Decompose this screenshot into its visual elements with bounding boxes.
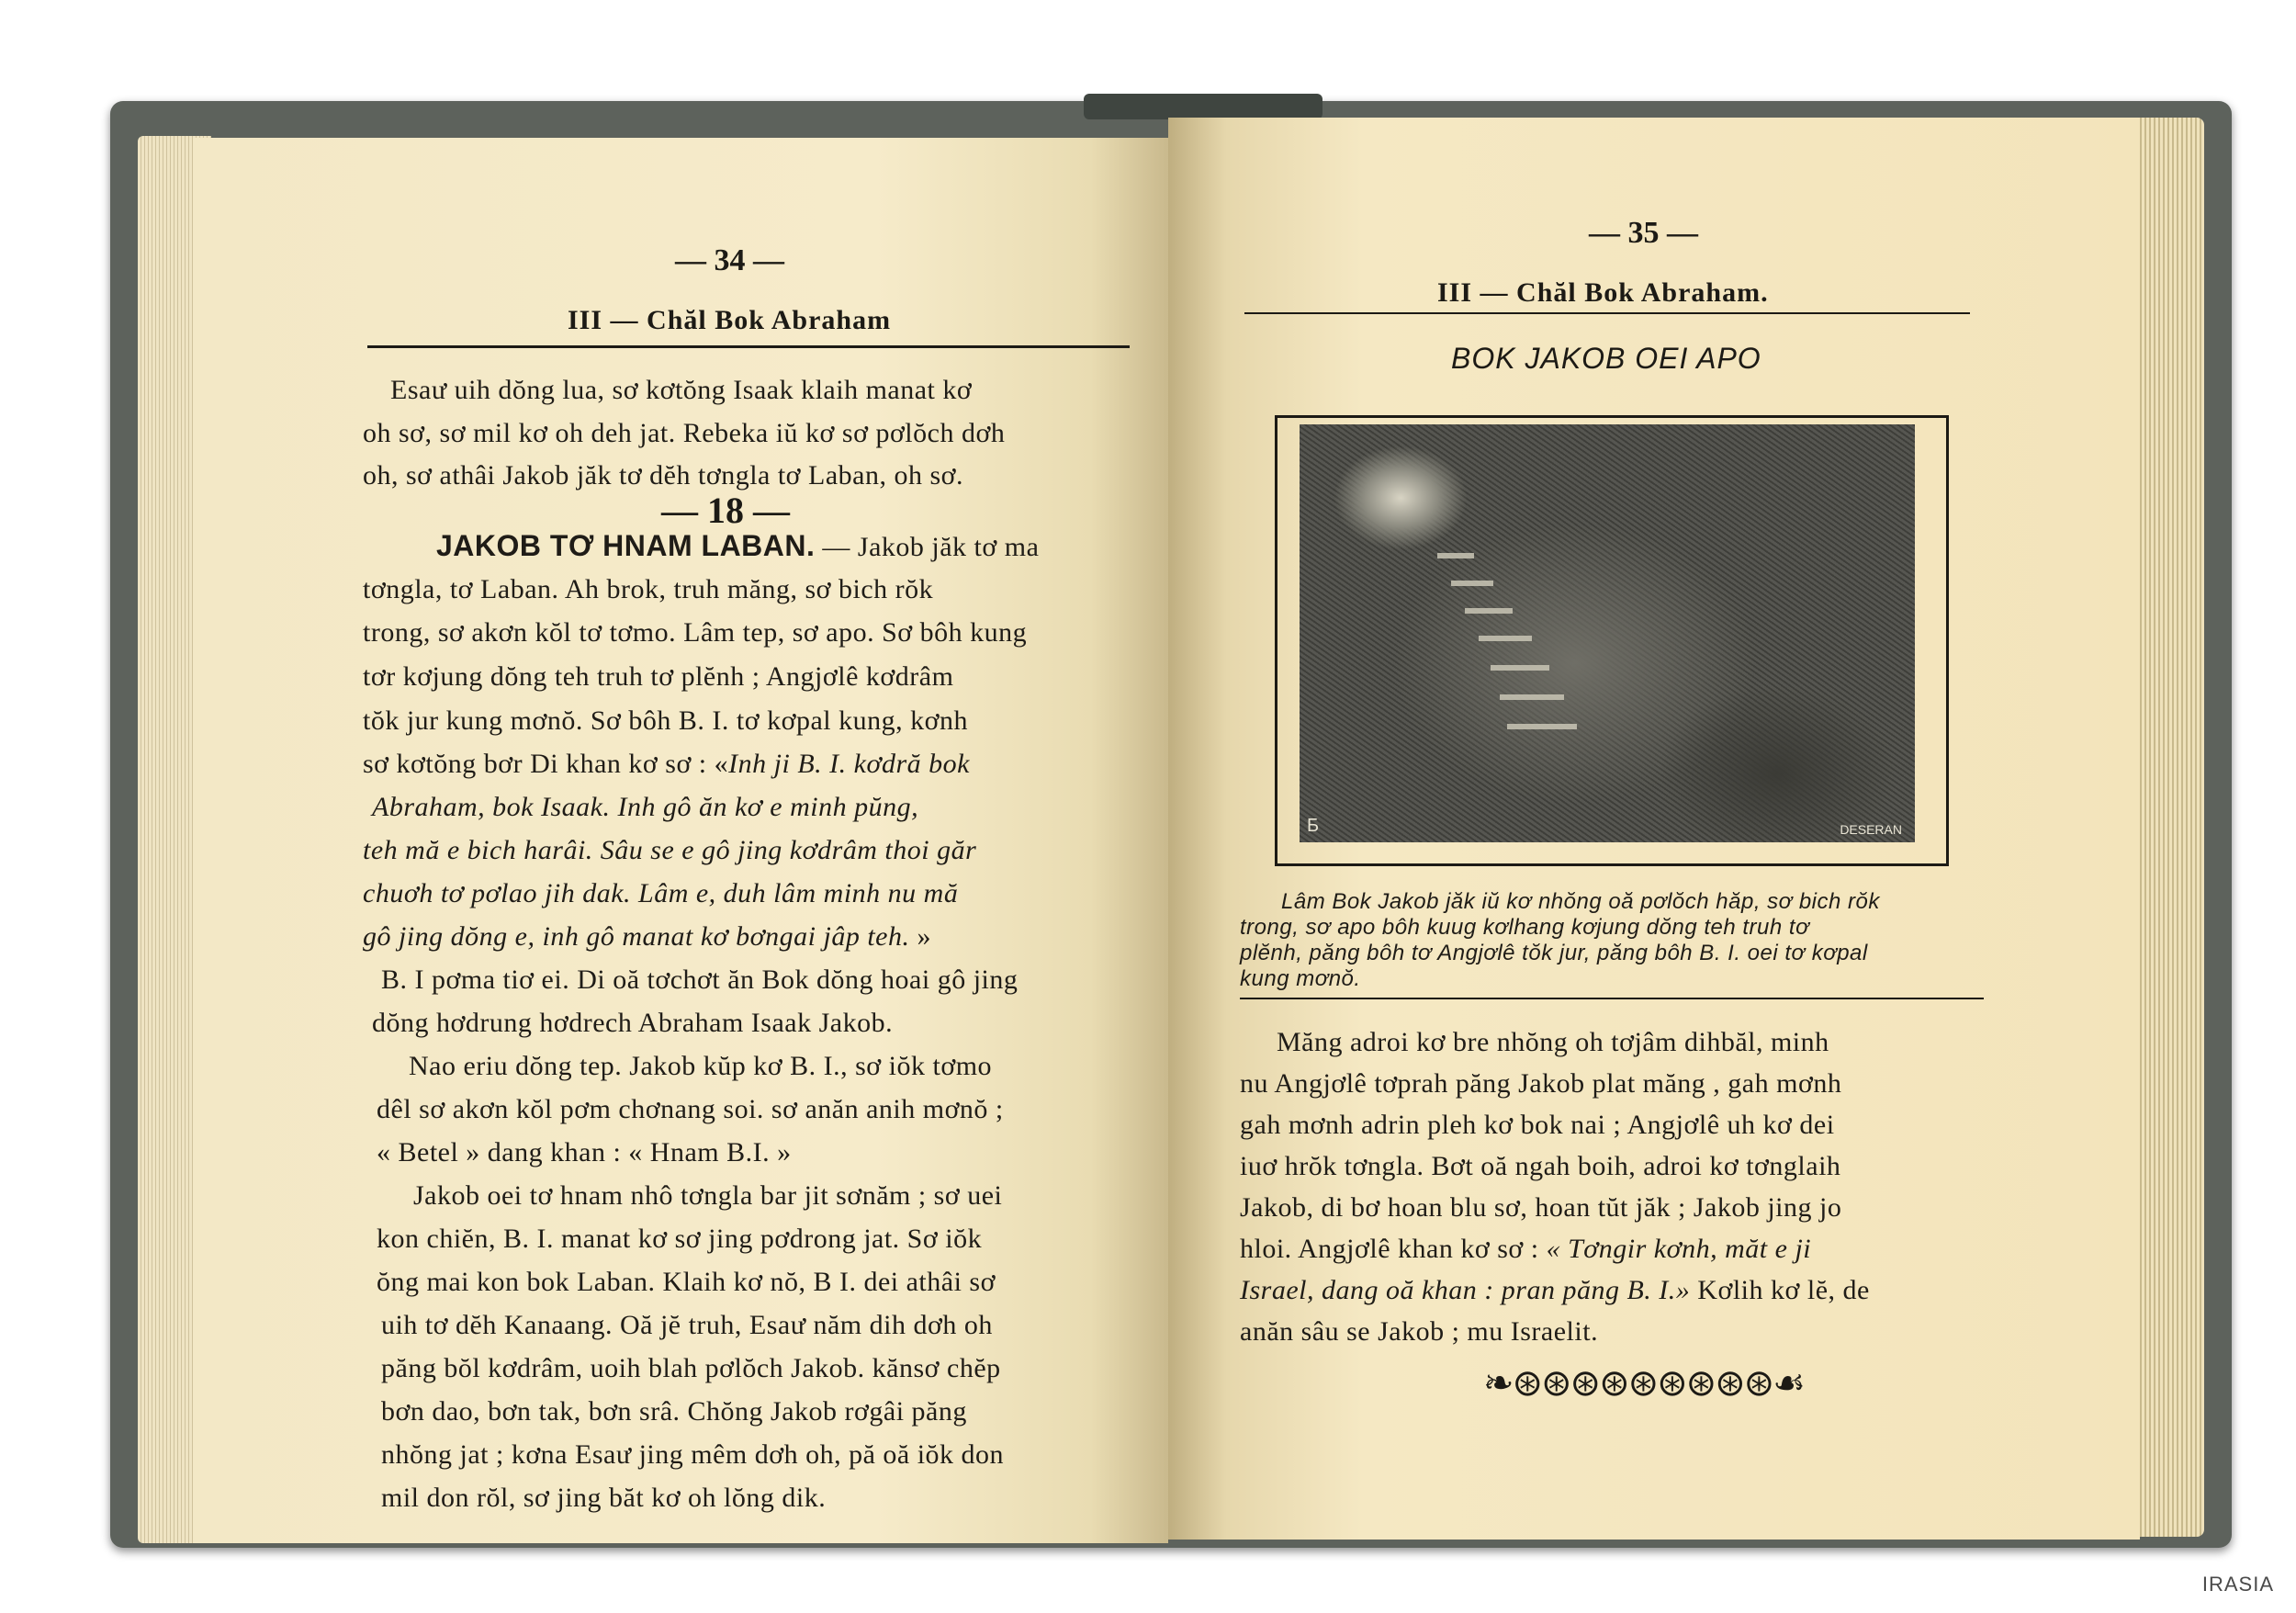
- right-body-2: nu Angjơlê tơprah păng Jakob plat măng , gah mơnh: [1240, 1068, 1842, 1099]
- left-after-9: uih tơ dĕh Kanaang. Oă jĕ truh, Esaư năm dih dơh oh: [381, 1310, 993, 1340]
- right-body-6-text: hloi. Angjơlê khan kơ sơ :: [1240, 1234, 1539, 1264]
- ornament-divider: ❧⊛⊛⊛⊛⊛⊛⊛⊛⊛☙: [1483, 1362, 1805, 1404]
- right-head-rule-top: [1244, 312, 1970, 314]
- left-after-11: bơn dao, bơn tak, bơn srâ. Chŏng Jakob rơgâi păng: [381, 1396, 967, 1427]
- left-line-2: oh sơ, sơ mil kơ oh deh jat. Rebeka iŭ kơ sơ pơlŏch dơh: [363, 418, 1006, 448]
- left-after-3: Nao eriu dŏng tep. Jakob kŭp kơ B. I., sơ iŏk tơmo: [409, 1051, 993, 1081]
- right-page-number: — 35 —: [1589, 216, 1698, 250]
- left-body-3: tơr kơjung dŏng teh truh tơ plĕnh ; Angjơlê kơdrâm: [363, 661, 954, 692]
- left-quote-4: chuơh tơ pơlao jih dak. Lâm e, duh lâm minh nu mă: [363, 878, 959, 908]
- right-body-5: Jakob, di bơ hoan blu sơ, hoan tŭt jăk ; Jakob jing jo: [1240, 1192, 1842, 1223]
- left-after-4: dêl sơ akơn kŏl pơm chơnang soi. sơ anăn anih mơnŏ ;: [377, 1094, 1004, 1124]
- ladder-step: [1437, 553, 1474, 558]
- section-heading-rest: — Jakob jăk tơ ma: [815, 532, 1040, 562]
- left-quote-5: [363, 923, 931, 951]
- ladder-step: [1500, 694, 1564, 700]
- left-body-5: [363, 750, 970, 778]
- left-after-1: B. I pơma tiơ ei. Di oă tơchơt ăn Bok dŏng hoai gô jing: [381, 964, 1019, 995]
- ladder-step: [1451, 581, 1493, 586]
- quote-start: Inh ji B. I. kơdră bok: [728, 749, 970, 779]
- left-after-2: dŏng hơdrung hơdrech Abraham Isaak Jakob.: [372, 1008, 894, 1038]
- left-after-7: kon chiĕn, B. I. manat kơ sơ jing pơdrong jat. Sơ iŏk: [377, 1224, 983, 1254]
- right-body-1: Măng adroi kơ bre nhŏng oh tơjâm dihbăl, minh: [1277, 1027, 1829, 1057]
- left-body-2: trong, sơ akơn kŏl tơ tơmo. Lâm tep, sơ apo. Sơ bôh kung: [363, 617, 1028, 648]
- section-heading: JAKOB TƠ HNAM LABAN.: [436, 529, 816, 562]
- left-after-10: păng bŏl kơdrâm, uoih blah pơlŏch Jakob. kănsơ chĕp: [381, 1353, 1001, 1383]
- left-body-1: tơngla, tơ Laban. Ah brok, truh măng, sơ bich rŏk: [363, 574, 934, 604]
- caption-line-2: trong, sơ apo bôh kuug kơlhang kơjung dŏng teh truh tơ: [1240, 915, 1810, 940]
- irasia-watermark: IRASIA: [2201, 1573, 2274, 1596]
- section-heading-line: [436, 531, 1039, 561]
- left-quote-2: Abraham, bok Isaak. Inh gô ăn kơ e minh pŭng,: [372, 792, 919, 822]
- chapter-title: BOK JAKOB OEI APO: [1451, 342, 1761, 375]
- ladder-step: [1491, 665, 1549, 671]
- jacob-ladder-illustration: [1300, 424, 1915, 842]
- right-body-8: anăn sâu se Jakob ; mu Israelit.: [1240, 1316, 1599, 1347]
- illustration-signature: DESERAN: [1840, 822, 1902, 837]
- angel-quote-a: « Tơngir kơnh, măt e ji: [1546, 1234, 1812, 1264]
- left-after-13-wrap: mil don rŏl, sơ jing băt kơ oh lŏng dik.: [381, 1483, 827, 1513]
- book-spine: [1084, 94, 1322, 119]
- left-head-rule: [367, 345, 1130, 348]
- right-body-6: [1240, 1235, 1811, 1263]
- caption-line-3: plĕnh, păng bôh tơ Angjơlê tŏk jur, păng bôh B. I. oei tơ kơpal: [1240, 941, 1868, 965]
- ladder-step: [1507, 724, 1577, 729]
- illustration-mark-left: Б: [1307, 816, 1320, 836]
- caption-line-1: Lâm Bok Jakob jăk iŭ kơ nhŏng oă pơlŏch hăp, sơ bich rŏk: [1281, 889, 1880, 914]
- left-body-5-text: sơ kơtŏng bơr Di khan kơ sơ : «: [363, 749, 729, 779]
- left-page-number: — 34 —: [675, 243, 784, 277]
- right-body-4: iuơ hrŏk tơngla. Bơt oă ngah boih, adroi kơ tơnglaih: [1240, 1151, 1841, 1181]
- ladder-step: [1465, 608, 1513, 614]
- page-edges-right: [2131, 118, 2204, 1537]
- left-after-6: Jakob oei tơ hnam nhô tơngla bar jit sơnăm ; sơ uei: [413, 1180, 1003, 1211]
- left-running-head: III — Chăl Bok Abraham: [568, 305, 892, 335]
- left-line-1: Esaư uih dŏng lua, sơ kơtŏng Isaak klaih manat kơ: [390, 375, 973, 405]
- left-body-4: tŏk jur kung mơnŏ. Sơ bôh B. I. tơ kơpal kung, kơnh: [363, 705, 968, 736]
- right-after-quote: Kơlih kơ lĕ, de: [1690, 1275, 1870, 1305]
- right-running-head: III — Chăl Bok Abraham.: [1437, 277, 1769, 308]
- caption-rule: [1240, 998, 1984, 999]
- left-quote-5-text: gô jing dŏng e, inh gô manat kơ bơngai jâp teh.: [363, 921, 910, 952]
- quote-close: »: [909, 921, 931, 952]
- left-line-3: oh, sơ athâi Jakob jăk tơ dĕh tơngla tơ Laban, oh sơ.: [363, 460, 964, 491]
- left-after-5: « Betel » dang khan : « Hnam B.I. »: [377, 1137, 792, 1167]
- right-body-3: gah mơnh adrin pleh kơ bok nai ; Angjơlê uh kơ dei: [1240, 1110, 1835, 1140]
- ladder-step: [1479, 636, 1532, 641]
- angel-quote-b: Israel, dang oă khan : pran păng B. I.»: [1240, 1275, 1691, 1305]
- right-body-7: [1240, 1277, 1870, 1304]
- left-quote-3: teh mă e bich harâi. Sâu se e gô jing kơdrâm thoi găr: [363, 835, 977, 865]
- left-after-8: ŏng mai kon bok Laban. Klaih kơ nŏ, B I. dei athâi sơ: [377, 1267, 996, 1297]
- section-number: — 18 —: [661, 490, 790, 531]
- left-after-12: nhŏng jat ; kơna Esaư jing mêm dơh oh, pă oă iŏk don: [381, 1439, 1005, 1470]
- caption-line-4: kung mơnŏ.: [1240, 966, 1361, 991]
